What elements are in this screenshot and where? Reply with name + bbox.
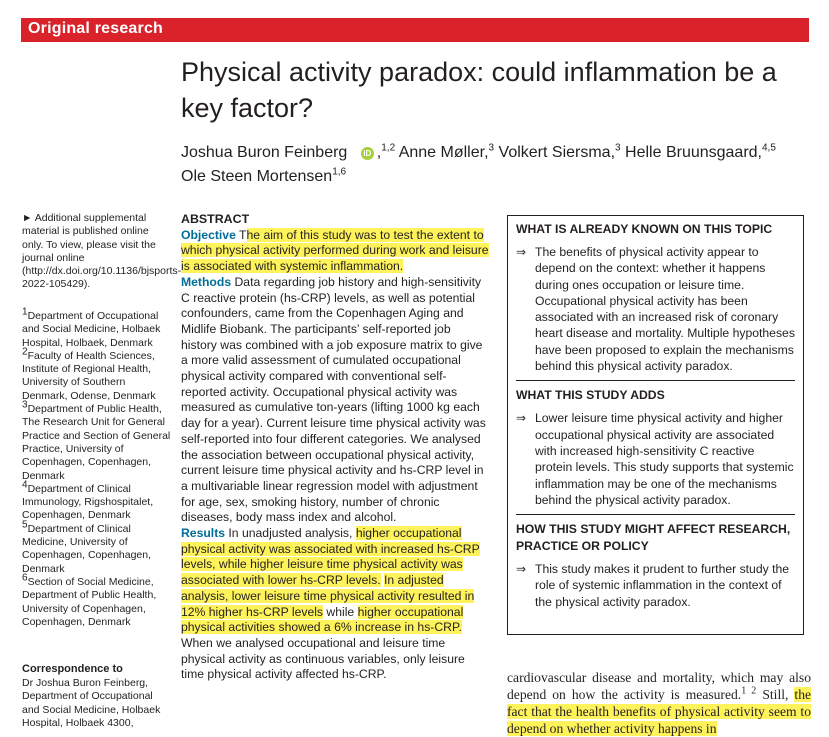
adds-text: Lower leisure time physical activity and higher occupational physical activity are associated with increased high-sensitivity C reactive protein levels. This study supports that systemic inflammation may be one of the mechanisms behind the physical activity paradox. [535, 411, 794, 507]
methods-text: Data regarding job history and high-sensitivity C reactive protein (hs-CRP) levels, as well as potential confounders, came from the Copenhagen Aging and Midlife Biobank. The participants’ self-reported job history was combined with a job exposure matrix to give a more valid assessment of cumulated occupational physical activity compared with conventional self-reported activity. Occupational physical activity was measured as cumulative ton-years (lifting 1000 kg each day for a year). Current leisure time physical activity was self-reported into four different categories. We analysed the association between occupational physical activity, current leisure time physical activity and hs-CRP level in a multivariable linear regression model with adjustment for age, sex, smoking history, number of chronic diseases, body mass index and alcohol. [181, 274, 486, 525]
affiliation-number: 4 [22, 479, 28, 491]
author-affiliation-ref: 1,2 [381, 142, 396, 154]
affiliation-item [22, 519, 172, 576]
affiliations-list [22, 306, 172, 629]
supplemental-note[interactable]: ► Additional supplemental material is published online only. To view, please visit the journal online (http://dx.doi.org/10.1136/bjsports-2022-105429). [22, 212, 182, 291]
key-messages-box [507, 215, 804, 635]
affiliation-number: 5 [22, 519, 28, 531]
author-name[interactable]: Volkert Siersma, [498, 144, 616, 161]
results-text: while [326, 604, 355, 619]
affiliation-item [22, 306, 172, 350]
affiliation-text: Department of Clinical Medicine, University of Copenhagen, Copenhagen, Denmark [22, 522, 152, 575]
affiliation-number: 6 [22, 572, 28, 584]
objective-text: T [239, 227, 247, 242]
results-highlight: In adjusted analysis, lower leisure time physical activity resulted in 12% higher hs-CRP levels [181, 573, 475, 619]
results-highlight: higher occupational physical activities showed a 6% increase in hs-CRP. [181, 604, 464, 635]
author-list: Joshua Buron Feinberg iD ,$^{1,2}$ Anne Møller,$^3$ Volkert Siersma,$^3$ Helle Bruunsgaard,$^{4,5}$ Ole Steen Mortensen$^{1,6}$ [181, 142, 776, 185]
body-sentence: cardiovascular disease and mortality, which may also depend on how the activity is measured. [507, 670, 811, 702]
abstract-heading: ABSTRACT [181, 212, 250, 226]
divider [516, 380, 795, 381]
objective-highlight: he aim of this study was to test the extent to which physical activity performed during work and leisure is associated with systemic inflammation. [181, 227, 489, 274]
abstract-methods [181, 275, 489, 526]
affiliation-item [22, 479, 172, 523]
adds-heading: WHAT THIS STUDY ADDS [516, 388, 665, 403]
abstract [181, 212, 489, 683]
affect-item [516, 561, 795, 610]
affect-text: This study makes it prudent to further study the role of systemic inflammation in the context of the physical activity paradox. [535, 562, 790, 609]
author-affiliation-ref: 4,5 [762, 142, 776, 154]
affiliation-text: Department of Public Health, The Research Unit for General Practice and Section of General Practice, University of Copenhagen, Copenhagen, Denmark [22, 403, 171, 482]
affiliation-text: Faculty of Health Sciences, Institute of Regional Health, University of Southern Denmark, Odense, Denmark [22, 349, 156, 402]
affiliation-number: 2 [22, 346, 28, 358]
known-text: The benefits of physical activity appear to depend on the context: whether it happens during ones occupation or leisure time. Occupational physical activity has been associated with an increased risk of coronary heart disease and mortality. Multiple hypotheses have been proposed to explain the mechanisms behind this physical activity paradox. [535, 245, 795, 374]
arrow-icon: ⇒ [516, 245, 527, 259]
affect-heading: HOW THIS STUDY MIGHT AFFECT RESEARCH, PRACTICE OR POLICY [516, 522, 791, 554]
results-highlight: higher occupational physical activity was associated with increased hs-CRP levels, while higher leisure time physical activity was associated with lower hs-CRP levels. [181, 526, 480, 588]
citation-ref[interactable]: 1 2 [741, 685, 757, 697]
affiliation-item [22, 346, 172, 403]
objective-label: Objective [181, 227, 236, 242]
correspondence-heading: Correspondence to [22, 663, 123, 675]
affiliation-number: 3 [22, 399, 28, 411]
affiliation-number: 1 [22, 306, 28, 318]
author-affiliation-ref: 3 [488, 142, 495, 154]
results-label: Results [181, 526, 226, 541]
divider [516, 514, 795, 515]
body-sentence: Still, [762, 687, 789, 702]
arrow-icon: ⇒ [516, 411, 527, 426]
known-item [516, 244, 795, 374]
body-highlight: the fact that the health benefits of physical activity seem to depend on whether activity happens in [507, 687, 812, 736]
abstract-results [181, 526, 489, 683]
author-affiliation-ref: 3 [615, 142, 621, 154]
affiliation-item [22, 572, 172, 629]
affiliation-text: Department of Clinical Immunology, Rigshospitalet, Copenhagen, Denmark [22, 482, 154, 522]
adds-item [516, 410, 795, 508]
abstract-objective [181, 228, 489, 275]
article-type-banner [21, 18, 809, 42]
known-heading: WHAT IS ALREADY KNOWN ON THIS TOPIC [516, 222, 773, 236]
author-name[interactable]: Anne Møller, [398, 144, 489, 161]
results-text: In unadjusted analysis, [228, 526, 353, 541]
correspondence-text: Dr Joshua Buron Feinberg, Department of Occupational and Social Medicine, Holbaek Hospital, Holbaek 4300, [22, 677, 161, 729]
orcid-icon[interactable]: iD [361, 147, 374, 160]
affiliation-text: Department of Occupational and Social Medicine, Holbaek Hospital, Holbaek, Denmark [22, 310, 161, 349]
article-title: Physical activity paradox: could inflammation be a key factor? [181, 57, 777, 123]
article-type-label: Original research [28, 20, 164, 37]
results-text: When we analysed occupational and leisure time physical activity as continuous variables, only leisure time physical activity affected hs-CRP. [181, 635, 465, 682]
author-affiliation-ref: 1,6 [332, 166, 347, 178]
methods-label: Methods [181, 274, 232, 289]
author-name[interactable]: Joshua Buron Feinberg [181, 144, 348, 161]
author-name[interactable]: Helle Bruunsgaard, [625, 144, 762, 161]
author-name[interactable]: Ole Steen Mortensen [181, 168, 333, 185]
affiliation-text: Section of Social Medicine, Department of Public Health, University of Copenhagen, Copenhagen, Denmark [22, 575, 157, 628]
affiliation-item [22, 399, 172, 483]
arrow-icon: ⇒ [516, 562, 527, 577]
